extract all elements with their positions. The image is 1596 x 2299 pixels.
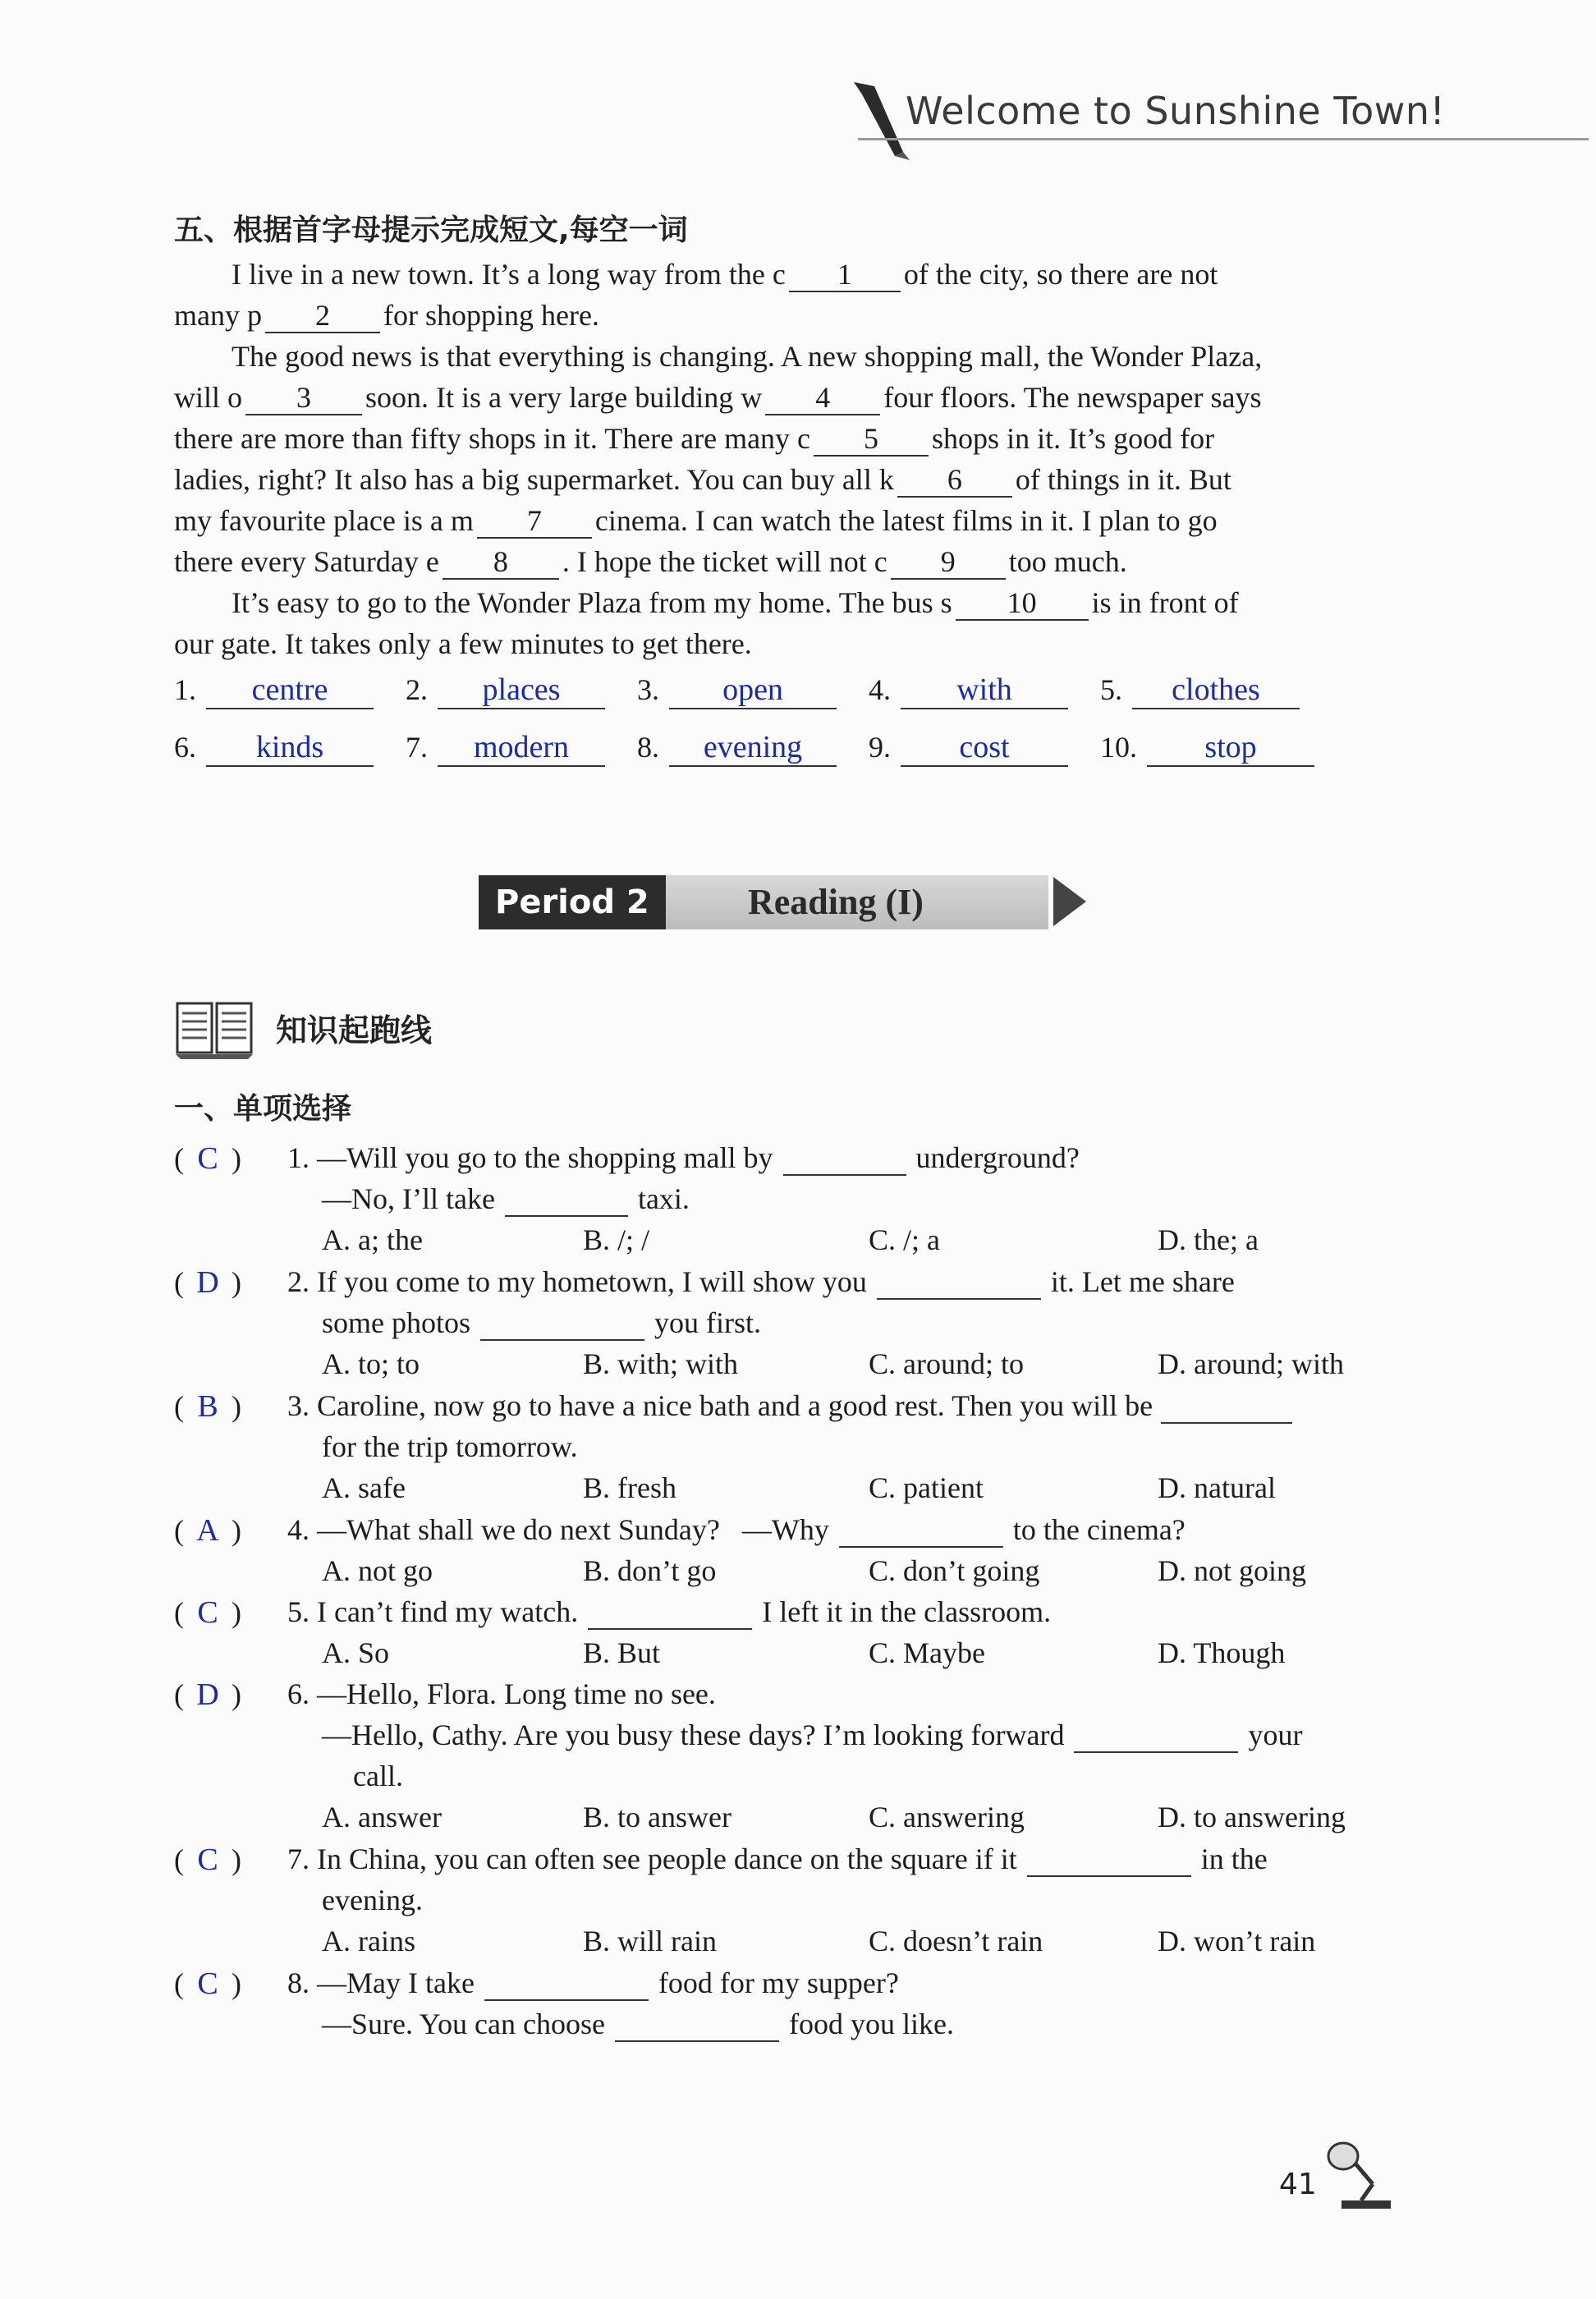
- question-text: you first.: [654, 1306, 762, 1339]
- question-text: 6. —Hello, Flora. Long time no see.: [287, 1677, 716, 1710]
- question-line: [287, 1842, 1268, 1877]
- option: A. a; the: [322, 1223, 423, 1256]
- chosen-answer: D: [196, 1677, 219, 1712]
- option: A. So: [322, 1636, 390, 1669]
- option: B. fresh: [583, 1471, 676, 1504]
- option: B. with; with: [583, 1347, 739, 1380]
- lamp-icon: [1325, 2135, 1392, 2210]
- answer-word: cost: [901, 729, 1068, 767]
- question-text: evening.: [322, 1884, 423, 1916]
- question-text: food for my supper?: [658, 1966, 899, 1999]
- chosen-answer: C: [197, 1595, 218, 1630]
- answer-word: evening: [669, 729, 837, 767]
- question-line: [287, 1966, 899, 2001]
- answer-item: [869, 729, 1068, 767]
- answer-paren: [174, 1140, 241, 1177]
- book-icon: [174, 1000, 255, 1059]
- answer-number: 8.: [637, 731, 659, 764]
- pen-icon: [837, 78, 911, 160]
- question-text: —Hello, Cathy. Are you busy these days? I’m looking forward: [322, 1719, 1065, 1751]
- answer-item: [1100, 672, 1300, 709]
- question-blank: [615, 2009, 779, 2042]
- answer-paren: [174, 1966, 241, 2002]
- option: C. answering: [869, 1801, 1025, 1833]
- answer-word: places: [438, 672, 605, 709]
- question-text: 3. Caroline, now go to have a nice bath and a good rest. Then you will be: [287, 1389, 1153, 1422]
- question-text: 8. —May I take: [287, 1966, 475, 1999]
- paren-open: (: [174, 1266, 184, 1299]
- question-text: to the cinema?: [1012, 1513, 1186, 1546]
- question-text: in the: [1200, 1842, 1268, 1875]
- option: D. not going: [1158, 1554, 1307, 1587]
- option: C. around; to: [869, 1347, 1024, 1380]
- question-text: underground?: [915, 1141, 1080, 1174]
- answer-item: [637, 672, 837, 709]
- question-line: [287, 1140, 1080, 1176]
- passage-text: for shopping here.: [383, 299, 599, 332]
- answer-number: 9.: [869, 731, 891, 764]
- passage-line: [174, 503, 1218, 539]
- answer-word: kinds: [206, 729, 374, 767]
- option: D. around; with: [1158, 1347, 1344, 1380]
- answer-paren: [174, 1842, 241, 1878]
- question-blank: [1027, 1844, 1191, 1877]
- answer-word: centre: [206, 672, 374, 709]
- answer-item: [1100, 729, 1314, 767]
- paren-close: ): [232, 1514, 241, 1547]
- answer-paren: [174, 1595, 241, 1631]
- answer-word: stop: [1147, 729, 1314, 767]
- paren-close: ): [232, 1843, 241, 1876]
- paren-close: ): [232, 1390, 241, 1423]
- answer-number: 5.: [1100, 673, 1122, 706]
- question-text: I left it in the classroom.: [762, 1595, 1052, 1628]
- question-line: [322, 2007, 954, 2042]
- passage-line: [174, 626, 752, 661]
- option: C. /; a: [869, 1223, 940, 1256]
- question-line: [353, 1759, 403, 1793]
- passage-text: many p: [174, 299, 262, 332]
- question-blank: [877, 1267, 1041, 1300]
- cloze-blank: 10: [956, 588, 1089, 621]
- option: D. the; a: [1158, 1223, 1259, 1256]
- answer-number: 7.: [406, 731, 428, 764]
- paren-open: (: [174, 1678, 184, 1711]
- answer-number: 2.: [406, 673, 428, 706]
- question-text: food you like.: [788, 2008, 954, 2040]
- question-line: [322, 1429, 578, 1464]
- paren-open: (: [174, 1843, 184, 1876]
- chosen-answer: C: [197, 1842, 218, 1877]
- period-topic: Reading (I): [666, 875, 1048, 929]
- option: D. to answering: [1158, 1801, 1346, 1833]
- option: D. Though: [1158, 1636, 1286, 1669]
- option: A. not go: [322, 1554, 433, 1587]
- passage-line: [174, 298, 599, 333]
- answer-paren: [174, 1677, 241, 1713]
- cloze-blank: 8: [443, 547, 559, 580]
- question-line: [287, 1677, 716, 1711]
- question-line: [287, 1388, 1296, 1424]
- answer-item: [637, 729, 837, 767]
- answer-word: modern: [438, 729, 605, 767]
- passage-line: [174, 380, 1262, 415]
- question-line: [287, 1264, 1235, 1300]
- answer-paren: [174, 1264, 241, 1301]
- passage-text: of the city, so there are not: [903, 258, 1218, 291]
- passage-text: The good news is that everything is changing. A new shopping mall, the Wonder Plaza,: [232, 340, 1263, 373]
- option: B. will rain: [583, 1925, 717, 1957]
- option: B. to answer: [583, 1801, 732, 1833]
- section5-title: 五、根据首字母提示完成短文,每空一词: [174, 213, 688, 247]
- answer-word: with: [901, 672, 1068, 709]
- header-title: Welcome to Sunshine Town!: [906, 89, 1446, 133]
- passage-text: ladies, right? It also has a big supermarket. You can buy all k: [174, 463, 894, 496]
- paren-open: (: [174, 1142, 184, 1175]
- paren-open: (: [174, 1514, 184, 1547]
- passage-text: shops in it. It’s good for: [932, 422, 1215, 455]
- option: B. But: [583, 1636, 661, 1669]
- question-line: [287, 1595, 1051, 1630]
- question-text: 5. I can’t find my watch.: [287, 1595, 579, 1628]
- option: D. won’t rain: [1158, 1925, 1316, 1957]
- question-blank: [839, 1515, 1003, 1548]
- answer-number: 3.: [637, 673, 659, 706]
- passage-line: [232, 339, 1262, 374]
- answer-paren: [174, 1512, 241, 1549]
- answer-item: [174, 729, 374, 767]
- mcq-title: 一、单项选择: [174, 1092, 352, 1126]
- knowledge-title: 知识起跑线: [276, 1012, 433, 1049]
- paren-close: ): [232, 1678, 241, 1711]
- chosen-answer: B: [197, 1389, 218, 1424]
- passage-text: will o: [174, 381, 243, 414]
- answer-number: 1.: [174, 673, 196, 706]
- period-label: Period 2: [479, 875, 666, 929]
- answer-item: [869, 672, 1068, 709]
- passage-text: I live in a new town. It’s a long way from the c: [232, 258, 786, 291]
- paren-close: ): [232, 1967, 241, 2000]
- option: C. doesn’t rain: [869, 1925, 1043, 1957]
- option: A. answer: [322, 1801, 442, 1833]
- chosen-answer: C: [197, 1141, 218, 1176]
- passage-text: cinema. I can watch the latest films in it. I plan to go: [594, 504, 1218, 537]
- answer-number: 4.: [869, 673, 891, 706]
- option: C. patient: [869, 1471, 984, 1504]
- question-line: [322, 1306, 761, 1341]
- question-text: 1. —Will you go to the shopping mall by: [287, 1141, 773, 1174]
- passage-line: [232, 585, 1239, 621]
- chosen-answer: D: [196, 1265, 219, 1300]
- question-text: call.: [353, 1760, 403, 1792]
- answer-paren: [174, 1388, 241, 1425]
- question-blank: [1074, 1720, 1238, 1753]
- chosen-answer: C: [197, 1966, 218, 2001]
- answer-word: open: [669, 672, 837, 709]
- question-text: it. Let me share: [1050, 1265, 1235, 1298]
- option: A. rains: [322, 1925, 415, 1957]
- passage-text: four floors. The newspaper says: [883, 381, 1262, 414]
- cloze-blank: 3: [245, 383, 362, 415]
- question-line: [322, 1718, 1302, 1753]
- option: C. don’t going: [869, 1554, 1040, 1587]
- paren-open: (: [174, 1967, 184, 2000]
- question-line: [287, 1512, 1186, 1548]
- passage-text: It’s easy to go to the Wonder Plaza from my home. The bus s: [232, 586, 952, 619]
- question-text: taxi.: [637, 1182, 690, 1215]
- answer-number: 6.: [174, 731, 196, 764]
- answer-number: 10.: [1100, 731, 1137, 764]
- cloze-blank: 6: [897, 465, 1012, 498]
- chosen-answer: A: [196, 1513, 219, 1548]
- question-text: 4. —What shall we do next Sunday? —Why: [287, 1513, 829, 1546]
- paren-open: (: [174, 1390, 184, 1423]
- passage-line: [174, 544, 1127, 580]
- answer-item: [406, 729, 605, 767]
- option: A. safe: [322, 1471, 406, 1504]
- cloze-blank: 2: [265, 301, 380, 333]
- cloze-blank: 5: [814, 424, 929, 457]
- question-text: for the trip tomorrow.: [322, 1430, 578, 1463]
- answer-item: [406, 672, 605, 709]
- question-blank: [480, 1308, 644, 1341]
- question-text: —Sure. You can choose: [322, 2008, 605, 2040]
- option: B. /; /: [583, 1223, 650, 1256]
- passage-line: [232, 257, 1218, 292]
- passage-text: too much.: [1008, 545, 1127, 578]
- cloze-blank: 1: [789, 259, 901, 292]
- question-blank: [484, 1968, 649, 2001]
- passage-line: [174, 462, 1231, 498]
- option: B. don’t go: [583, 1554, 717, 1587]
- question-blank: [1161, 1391, 1292, 1424]
- question-text: 2. If you come to my hometown, I will show you: [287, 1265, 867, 1298]
- cloze-blank: 7: [477, 506, 592, 539]
- question-text: 7. In China, you can often see people dance on the square if it: [287, 1842, 1017, 1875]
- passage-text: there every Saturday e: [174, 545, 439, 578]
- question-blank: [783, 1143, 906, 1176]
- question-line: [322, 1182, 690, 1217]
- passage-text: of things in it. But: [1015, 463, 1231, 496]
- cloze-blank: 4: [765, 383, 880, 415]
- passage-text: our gate. It takes only a few minutes to get there.: [174, 627, 752, 660]
- answer-item: [174, 672, 374, 709]
- paren-close: ): [232, 1266, 241, 1299]
- banner-arrow-icon: [1053, 877, 1086, 926]
- question-text: your: [1248, 1719, 1303, 1751]
- question-text: some photos: [322, 1306, 471, 1339]
- paren-open: (: [174, 1596, 184, 1629]
- cloze-blank: 9: [891, 547, 1006, 580]
- paren-close: ): [232, 1142, 241, 1175]
- passage-line: [174, 421, 1214, 457]
- option: C. Maybe: [869, 1636, 985, 1669]
- question-text: —No, I’ll take: [322, 1182, 495, 1215]
- passage-text: there are more than fifty shops in it. There are many c: [174, 422, 811, 455]
- question-blank: [505, 1184, 628, 1217]
- paren-close: ): [232, 1596, 241, 1629]
- page-number: 41: [1279, 2168, 1317, 2201]
- passage-text: is in front of: [1091, 586, 1239, 619]
- header-rule: [858, 138, 1589, 140]
- passage-text: soon. It is a very large building w: [365, 381, 763, 414]
- option: D. natural: [1158, 1471, 1276, 1504]
- question-line: [322, 1883, 423, 1917]
- option: A. to; to: [322, 1347, 420, 1380]
- passage-text: . I hope the ticket will not c: [562, 545, 887, 578]
- passage-text: my favourite place is a m: [174, 504, 474, 537]
- question-blank: [588, 1597, 752, 1630]
- answer-word: clothes: [1132, 672, 1300, 709]
